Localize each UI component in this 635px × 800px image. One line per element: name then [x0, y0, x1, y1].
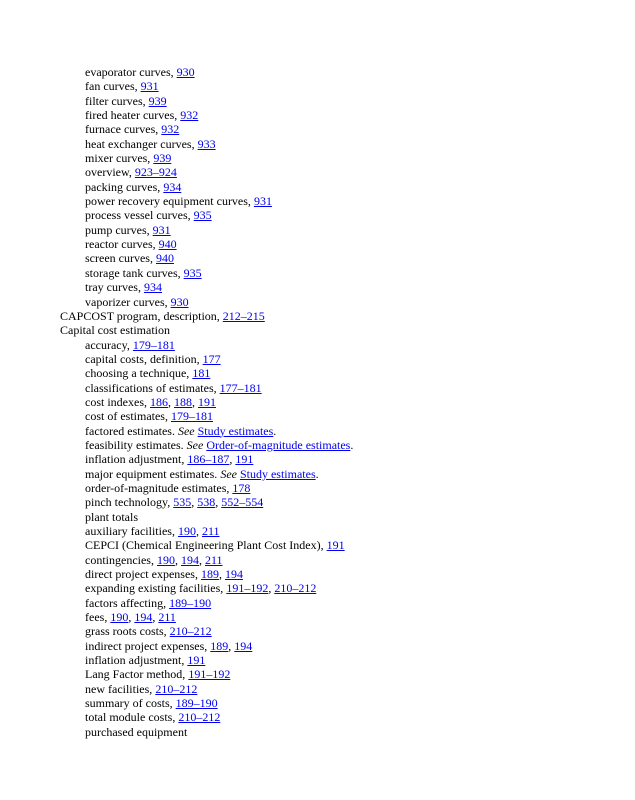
page-link[interactable]: 191–192: [188, 667, 231, 682]
index-entry: [0, 79, 635, 93]
index-entry: [0, 122, 635, 136]
index-term: choosing a technique,: [85, 366, 193, 381]
index-term: storage tank curves,: [85, 265, 184, 280]
index-entry: [0, 137, 635, 151]
index-entry: [0, 194, 635, 208]
page-link[interactable]: 212–215: [222, 308, 265, 323]
page-link[interactable]: 210–212: [274, 581, 317, 596]
page-link[interactable]: 211: [158, 610, 176, 625]
page-link[interactable]: 191: [187, 653, 206, 668]
index-list: [0, 65, 635, 739]
page-link[interactable]: 210–212: [178, 710, 221, 725]
page-link[interactable]: 932: [161, 122, 180, 137]
index-entry: [0, 596, 635, 610]
page-link[interactable]: 211: [201, 524, 220, 538]
index-entry: pinch technology, 535, 538, 552–554: [85, 495, 264, 510]
see-reference-link[interactable]: Study estimates: [239, 466, 316, 481]
index-term: grass roots costs,: [85, 624, 170, 639]
index-entry: [0, 151, 635, 165]
page-link[interactable]: 923–924: [134, 165, 177, 180]
index-term: indirect project expenses,: [85, 638, 211, 653]
page-link[interactable]: 186: [150, 394, 168, 409]
page-link[interactable]: 194: [134, 610, 153, 625]
index-entry: cost indexes, 186, 188, 191: [85, 394, 216, 409]
index-term: plant totals: [85, 509, 138, 524]
page-link[interactable]: 189: [200, 567, 219, 582]
page-link[interactable]: 930: [170, 294, 189, 309]
entry-punctuation: .: [350, 437, 354, 452]
index-term: fees,: [85, 610, 111, 625]
index-entry: [0, 266, 635, 280]
index-term: feasibility estimates.: [85, 437, 187, 452]
index-entry: [0, 223, 635, 237]
index-entry: [0, 710, 635, 724]
index-term: cost of estimates,: [85, 409, 171, 424]
page-link[interactable]: 189–190: [169, 595, 212, 610]
page-link[interactable]: 933: [197, 136, 216, 151]
page-link[interactable]: 934: [163, 179, 182, 194]
see-reference-label: See: [186, 437, 204, 452]
index-entry: [0, 667, 635, 681]
page-link[interactable]: 179–181: [132, 337, 175, 352]
page-link[interactable]: 188: [174, 394, 192, 409]
index-term: fan curves,: [85, 79, 141, 94]
page-link[interactable]: 940: [158, 237, 177, 252]
page-link[interactable]: 211: [204, 552, 223, 567]
index-term: capital costs, definition,: [85, 351, 203, 366]
index-term: inflation adjustment,: [85, 452, 188, 467]
index-entry: [0, 65, 635, 79]
index-term: screen curves,: [85, 251, 156, 266]
index-entry: inflation adjustment, 186–187, 191: [85, 452, 254, 467]
index-term: pump curves,: [85, 222, 153, 237]
index-term: factors affecting,: [85, 595, 170, 610]
index-entry: [0, 481, 635, 495]
page-link[interactable]: 189: [210, 638, 229, 653]
index-term: purchased equipment: [85, 724, 188, 739]
page-link[interactable]: 179–181: [170, 409, 213, 424]
index-term: vaporizer curves,: [85, 294, 171, 309]
index-term: total module costs,: [85, 710, 179, 725]
page-link[interactable]: 178: [232, 480, 251, 495]
index-term: auxiliary facilities,: [85, 524, 178, 538]
index-entry: [0, 309, 635, 323]
index-entry: [0, 467, 635, 481]
index-entry: [0, 280, 635, 294]
index-entry: contingencies, 190, 194, 211: [85, 552, 223, 567]
page-link[interactable]: 191: [326, 538, 345, 553]
page-link[interactable]: 190: [177, 524, 196, 538]
index-entry: [0, 653, 635, 667]
page-link[interactable]: 940: [155, 251, 174, 266]
index-term: pinch technology,: [85, 495, 174, 510]
index-entry: [0, 338, 635, 352]
index-entry: [0, 165, 635, 179]
page-link[interactable]: 177–181: [219, 380, 262, 395]
page-link[interactable]: 538: [197, 495, 216, 510]
page-link[interactable]: 932: [180, 108, 199, 123]
index-term: tray curves,: [85, 280, 144, 295]
see-reference-link[interactable]: Study estimates: [197, 423, 274, 438]
index-term: new facilities,: [85, 681, 156, 696]
index-entry: [0, 208, 635, 222]
index-entry: [0, 352, 635, 366]
index-entry: auxiliary facilities, 190, 211: [85, 524, 220, 538]
index-term: accuracy,: [85, 337, 133, 352]
index-entry: [0, 538, 635, 552]
index-term: furnace curves,: [85, 122, 162, 137]
page-link[interactable]: 939: [148, 93, 167, 108]
index-term: heat exchanger curves,: [85, 136, 198, 151]
page-link[interactable]: 935: [183, 265, 202, 280]
index-term: mixer curves,: [85, 151, 154, 166]
index-entry: [0, 251, 635, 265]
page-link[interactable]: 931: [140, 79, 159, 94]
index-term: CEPCI (Chemical Engineering Plant Cost Index),: [85, 538, 327, 553]
see-reference-link[interactable]: Order-of-magnitude estimates: [206, 437, 351, 452]
index-term: cost indexes,: [85, 394, 150, 409]
page-link[interactable]: 194: [224, 567, 243, 582]
index-entry: [0, 409, 635, 423]
page-link[interactable]: 535: [173, 495, 192, 510]
page-link[interactable]: 210–212: [169, 624, 212, 639]
index-entry: [0, 696, 635, 710]
index-term: CAPCOST program, description,: [60, 308, 223, 323]
index-term: inflation adjustment,: [85, 653, 188, 668]
index-entry: [0, 682, 635, 696]
index-term: packing curves,: [85, 179, 164, 194]
index-entry: [0, 366, 635, 380]
index-entry: [0, 323, 635, 337]
index-term: contingencies,: [85, 552, 157, 567]
index-term: Capital cost estimation: [60, 323, 170, 338]
index-term: Lang Factor method,: [85, 667, 189, 682]
index-term: factored estimates.: [85, 423, 178, 438]
index-term: order-of-magnitude estimates,: [85, 480, 233, 495]
index-term: summary of costs,: [85, 696, 176, 711]
index-term: overview,: [85, 165, 135, 180]
index-term: process vessel curves,: [85, 208, 194, 223]
page-link[interactable]: 189–190: [175, 696, 218, 711]
index-entry: direct project expenses, 189, 194: [85, 567, 243, 582]
entry-punctuation: .: [273, 423, 277, 438]
index-entry: indirect project expenses, 189, 194: [85, 638, 253, 653]
index-entry: [0, 424, 635, 438]
index-entry: [0, 381, 635, 395]
index-entry: [0, 510, 635, 524]
page-link[interactable]: 194: [180, 552, 199, 567]
index-entry: [0, 624, 635, 638]
page-link[interactable]: 939: [153, 151, 172, 166]
index-entry: [0, 108, 635, 122]
page-link[interactable]: 935: [193, 208, 212, 223]
index-term: expanding existing facilities,: [85, 581, 227, 596]
see-reference-label: See: [177, 423, 195, 438]
page-link[interactable]: 930: [176, 65, 195, 79]
index-term: fired heater curves,: [85, 108, 181, 123]
index-entry: [0, 180, 635, 194]
index-entry: [0, 295, 635, 309]
page-link[interactable]: 931: [152, 222, 171, 237]
page-link[interactable]: 190: [156, 552, 175, 567]
page-link[interactable]: 190: [110, 610, 129, 625]
index-term: reactor curves,: [85, 237, 159, 252]
index-entry: expanding existing facilities, 191–192, 210–212: [85, 581, 317, 596]
page-link[interactable]: 177: [202, 351, 221, 366]
index-term: classifications of estimates,: [85, 380, 220, 395]
page-link[interactable]: 194: [234, 638, 253, 653]
entry-punctuation: .: [315, 466, 319, 481]
index-term: direct project expenses,: [85, 567, 201, 582]
page-link[interactable]: 931: [253, 194, 272, 209]
page-link[interactable]: 191: [235, 452, 254, 467]
see-reference-label: See: [220, 466, 237, 481]
page-link[interactable]: 191: [198, 394, 216, 409]
index-entry: fees, 190, 194, 211: [85, 610, 176, 625]
page-link[interactable]: 181: [192, 366, 211, 381]
page-link[interactable]: 210–212: [155, 681, 198, 696]
index-entry: [0, 725, 635, 739]
index-entry: [0, 237, 635, 251]
index-term: evaporator curves,: [85, 65, 177, 79]
index-term: filter curves,: [85, 93, 149, 108]
page-link[interactable]: 191–192: [226, 581, 269, 596]
page-link[interactable]: 186–187: [187, 452, 230, 467]
index-entry: [0, 438, 635, 452]
index-entry: [0, 94, 635, 108]
index-term: major equipment estimates.: [85, 466, 221, 481]
page-link[interactable]: 552–554: [221, 495, 264, 510]
index-term: power recovery equipment curves,: [85, 194, 254, 209]
page-link[interactable]: 934: [143, 280, 162, 295]
